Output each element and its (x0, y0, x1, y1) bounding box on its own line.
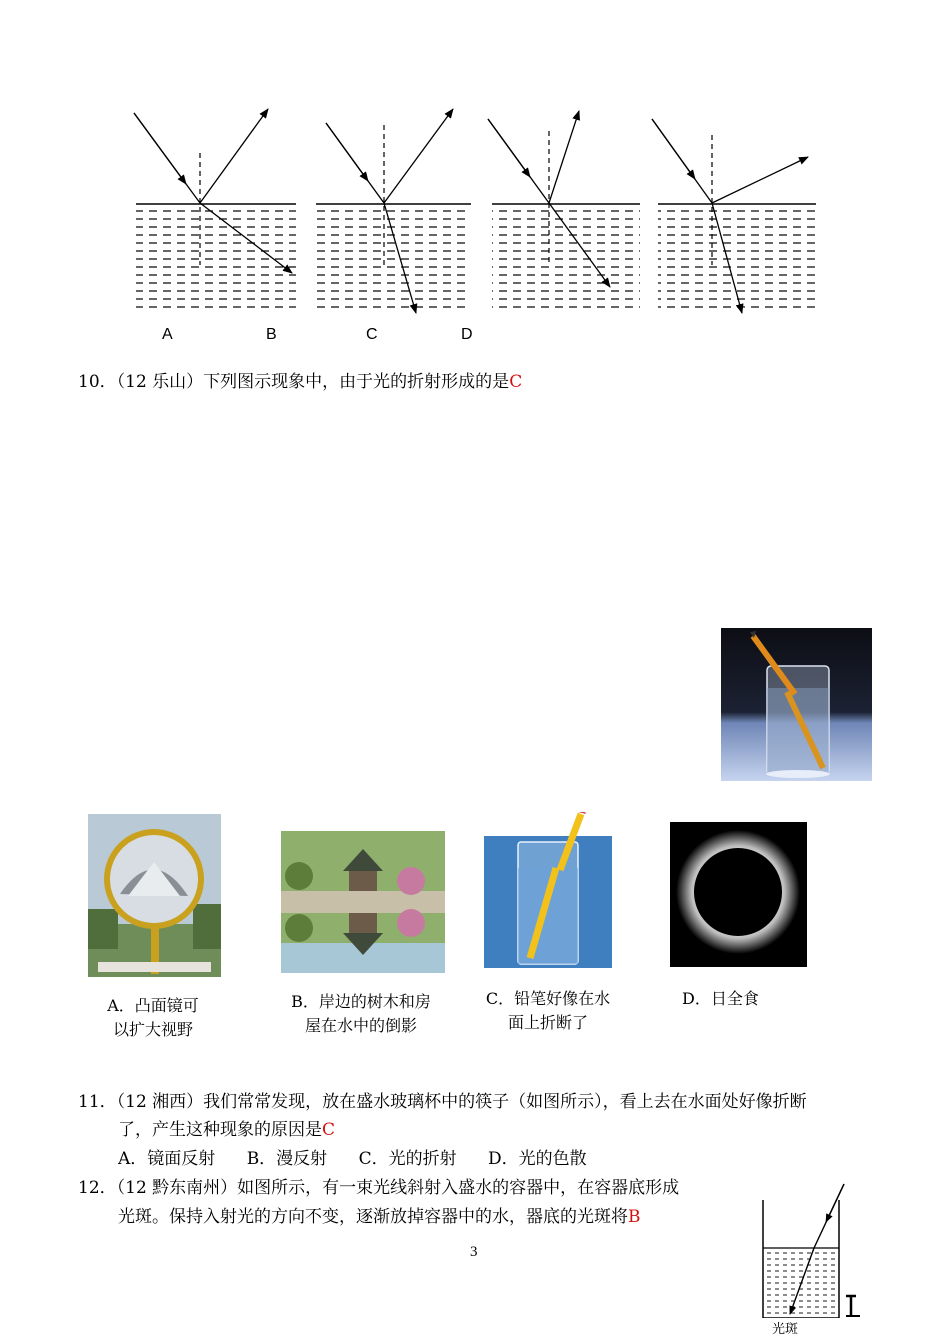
question-source: （12 乐山） (116, 372, 204, 392)
figure-c (488, 111, 640, 310)
option-a: A．镜面反射 (118, 1149, 216, 1169)
light-spot-label: 光斑 (772, 1322, 799, 1337)
answer: C (322, 1120, 336, 1140)
option-d: D．日全食 (682, 989, 759, 1008)
answer: B (628, 1207, 641, 1227)
question-10 (78, 368, 522, 396)
figure-a (134, 109, 296, 310)
question-11-line2: 了，产生这种现象的原因是C (118, 1120, 336, 1140)
question-12 (78, 1174, 679, 1202)
question-number: 10． (78, 372, 117, 392)
question-text-line1: （12 黔东南州）如图所示，有一束光线斜射入盛水的容器中，在容器底形成 (116, 1178, 680, 1198)
option-a: A．凸面镜可 以扩大视野 (107, 996, 199, 1039)
reflection-pavilion-photo (281, 831, 445, 973)
option-d: D．光的色散 (488, 1149, 587, 1169)
solar-eclipse-photo (670, 822, 807, 967)
answer: C (509, 372, 523, 392)
option-c: C．铅笔好像在水 面上折断了 (485, 989, 611, 1032)
water-container-diagram (750, 1178, 875, 1318)
convex-mirror-photo (88, 814, 221, 977)
page-number: 3 (470, 1244, 478, 1260)
diagram-label-c: C (366, 326, 378, 343)
pencil-cup-photo (484, 812, 612, 968)
pencil-glass-photo (721, 628, 872, 781)
diagram-label-d: D (461, 326, 473, 343)
refraction-diagrams (120, 95, 840, 320)
question-number: 11． (78, 1092, 117, 1112)
question-text-line1: （12 湘西）我们常常发现，放在盛水玻璃杯中的筷子（如图所示），看上去在水面处好像折断 (116, 1092, 807, 1112)
figure-d (652, 119, 816, 313)
question-11 (78, 1088, 807, 1116)
figure-b (316, 109, 471, 313)
question-number: 12． (78, 1178, 117, 1198)
option-b: B．岸边的树木和房 屋在水中的倒影 (291, 992, 431, 1035)
diagram-label-b: B (266, 326, 277, 343)
diagram-label-a: A (162, 326, 173, 343)
question-12-line2: 光斑。保持入射光的方向不变，逐渐放掉容器中的水，器底的光斑将B (118, 1207, 641, 1227)
question-text: 下列图示现象中，由于光的折射形成的是 (203, 372, 510, 392)
question-11-options (118, 1145, 587, 1173)
option-b: B．漫反射 (246, 1149, 328, 1169)
option-c: C．光的折射 (358, 1149, 457, 1169)
